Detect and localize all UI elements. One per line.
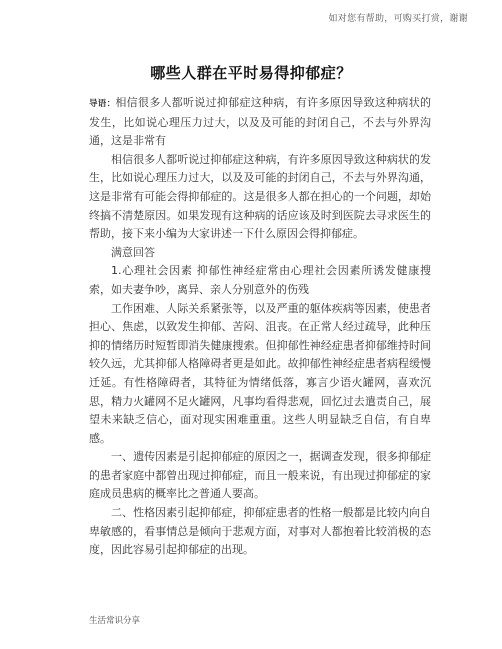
header-note: 如对您有帮助，可购买打赏，谢谢: [328, 14, 468, 24]
paragraph-cause-psychosocial: 1.心理社会因素 抑郁性神经症常由心理社会因素所诱发健康搜索，如夫妻争吵，离异、亲人分别意外的伤残: [89, 264, 431, 296]
paragraph-cause-genetic: 一、遗传因素是引起抑郁症的原因之一，据调查发现，很多抑郁症的患者家庭中都曾出现过抑郁症，而且一般来说，有出现过抑郁症的家庭成员患病的概率比之普通人要高。: [89, 450, 431, 501]
article-body: [89, 94, 431, 560]
page-title: 哪些人群在平时易得抑郁症？: [150, 64, 352, 82]
paragraph-cause-details: 工作困难、人际关系紧张等，以及严重的躯体疾病等因素，使患者担心、焦虑，以致发生抑郁、苦闷、沮丧。在正常人经过疏导，此种压抑的情绪历时短暂即消失健康搜索。但抑郁性神经症患者抑郁维持时间较久远，尤其抑郁人格障碍者更是如此。故抑郁性神经症患者病程缓慢迁延。有性格障碍者，其特征为情绪低落，寡言少语火罐网，喜欢沉思，精力火罐网不足火罐网，凡事均看得悲观，回忆过去遣责自己，展望未来缺乏信心，面对现实困难重重。这些人明显缺乏自信，有自卑感。: [89, 301, 431, 445]
paragraph-intro: 相信很多人都听说过抑郁症这种病，有许多原因导致这种病状的发生，比如说心理压力过大，以及及可能的封闭自己，不去与外界沟通，这是非常有可能会得抑郁症的。这是很多人都在担心的一个问题，却始终搞不清楚原因。如果发现有这种病的话应该及时到医院去寻求医生的帮助，接下来小编为大家讲述一下什么原因会得抑郁症。: [89, 152, 431, 241]
footer-note: 生活常识分享: [89, 616, 141, 626]
paragraph-cause-personality: 二、性格因素引起抑郁症，抑郁症患者的性格一般都是比较内向自卑敏感的，看事情总是倾向于悲观方面，对事对人都抱着比较消极的态度，因此容易引起抑郁症的出现。: [89, 506, 431, 557]
lead-paragraph: [89, 94, 431, 151]
lead-text: 相信很多人都听说过抑郁症这种病，有许多原因导致这种病状的发生，比如说心理压力过大，以及及可能的封闭自己，不去与外界沟通，这是非常有: [89, 96, 431, 148]
paragraph-answer-label: 满意回答: [111, 245, 155, 259]
lead-label: 导语：: [89, 99, 116, 109]
